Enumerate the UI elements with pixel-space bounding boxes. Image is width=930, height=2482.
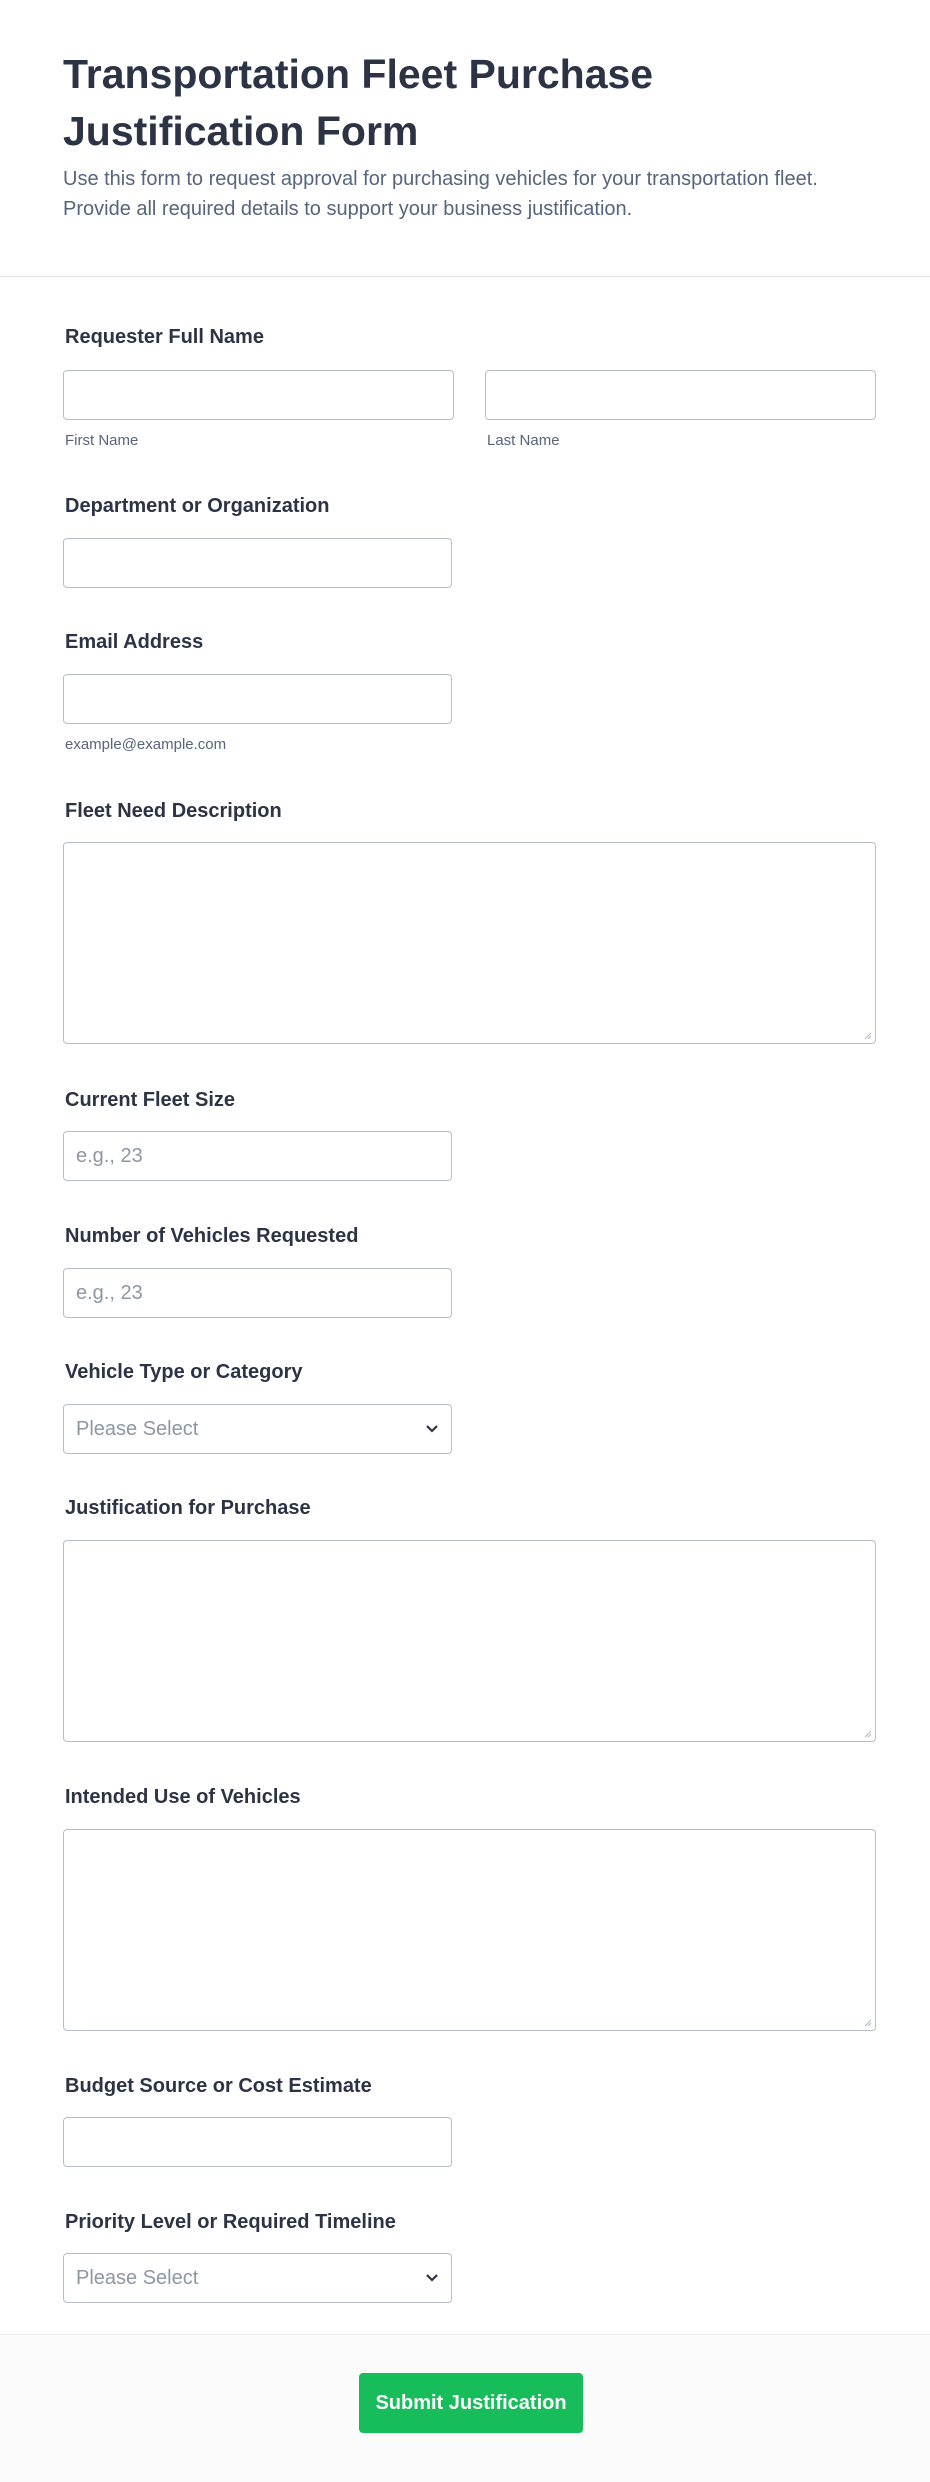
email-label: Email Address	[65, 631, 204, 653]
submit-button[interactable]: Submit Justification	[359, 2373, 583, 2433]
department-input[interactable]	[63, 538, 452, 588]
budget-label: Budget Source or Cost Estimate	[65, 2075, 372, 2097]
fleet-need-label: Fleet Need Description	[65, 800, 282, 822]
chevron-down-icon	[425, 2272, 439, 2284]
last-name-input[interactable]	[485, 370, 876, 420]
current-fleet-size-label: Current Fleet Size	[65, 1089, 236, 1111]
vehicle-type-label: Vehicle Type or Category	[65, 1361, 303, 1383]
form-header	[0, 0, 930, 277]
intended-use-label: Intended Use of Vehicles	[65, 1786, 301, 1808]
first-name-input[interactable]	[63, 370, 454, 420]
last-name-sublabel: Last Name	[487, 432, 560, 449]
page-subtitle: Use this form to request approval for purchasing vehicles for your transportation fleet. Provide all required details to support your business justification.	[63, 168, 818, 220]
priority-label: Priority Level or Required Timeline	[65, 2211, 396, 2233]
resize-grip-icon[interactable]	[862, 1728, 872, 1738]
resize-grip-icon[interactable]	[862, 2017, 872, 2027]
vehicles-requested-input[interactable]	[63, 1268, 452, 1318]
vehicle-type-select[interactable]	[63, 1404, 452, 1454]
budget-input[interactable]	[63, 2117, 452, 2167]
fleet-need-textarea[interactable]	[63, 842, 876, 1044]
email-input[interactable]	[63, 674, 452, 724]
department-label: Department or Organization	[65, 495, 330, 517]
justification-textarea[interactable]	[63, 1540, 876, 1742]
full-name-label: Requester Full Name	[65, 326, 264, 348]
intended-use-textarea[interactable]	[63, 1829, 876, 2031]
page-title: Transportation Fleet Purchase Justification Form	[63, 51, 654, 154]
vehicle-type-value: Please Select	[76, 1418, 199, 1440]
priority-value: Please Select	[76, 2267, 199, 2289]
current-fleet-size-input[interactable]	[63, 1131, 452, 1181]
first-name-sublabel: First Name	[65, 432, 139, 449]
vehicles-requested-label: Number of Vehicles Requested	[65, 1225, 359, 1247]
chevron-down-icon	[425, 1423, 439, 1435]
resize-grip-icon[interactable]	[862, 1030, 872, 1040]
justification-label: Justification for Purchase	[65, 1497, 311, 1519]
priority-select[interactable]	[63, 2253, 452, 2303]
email-sublabel: example@example.com	[65, 736, 227, 753]
